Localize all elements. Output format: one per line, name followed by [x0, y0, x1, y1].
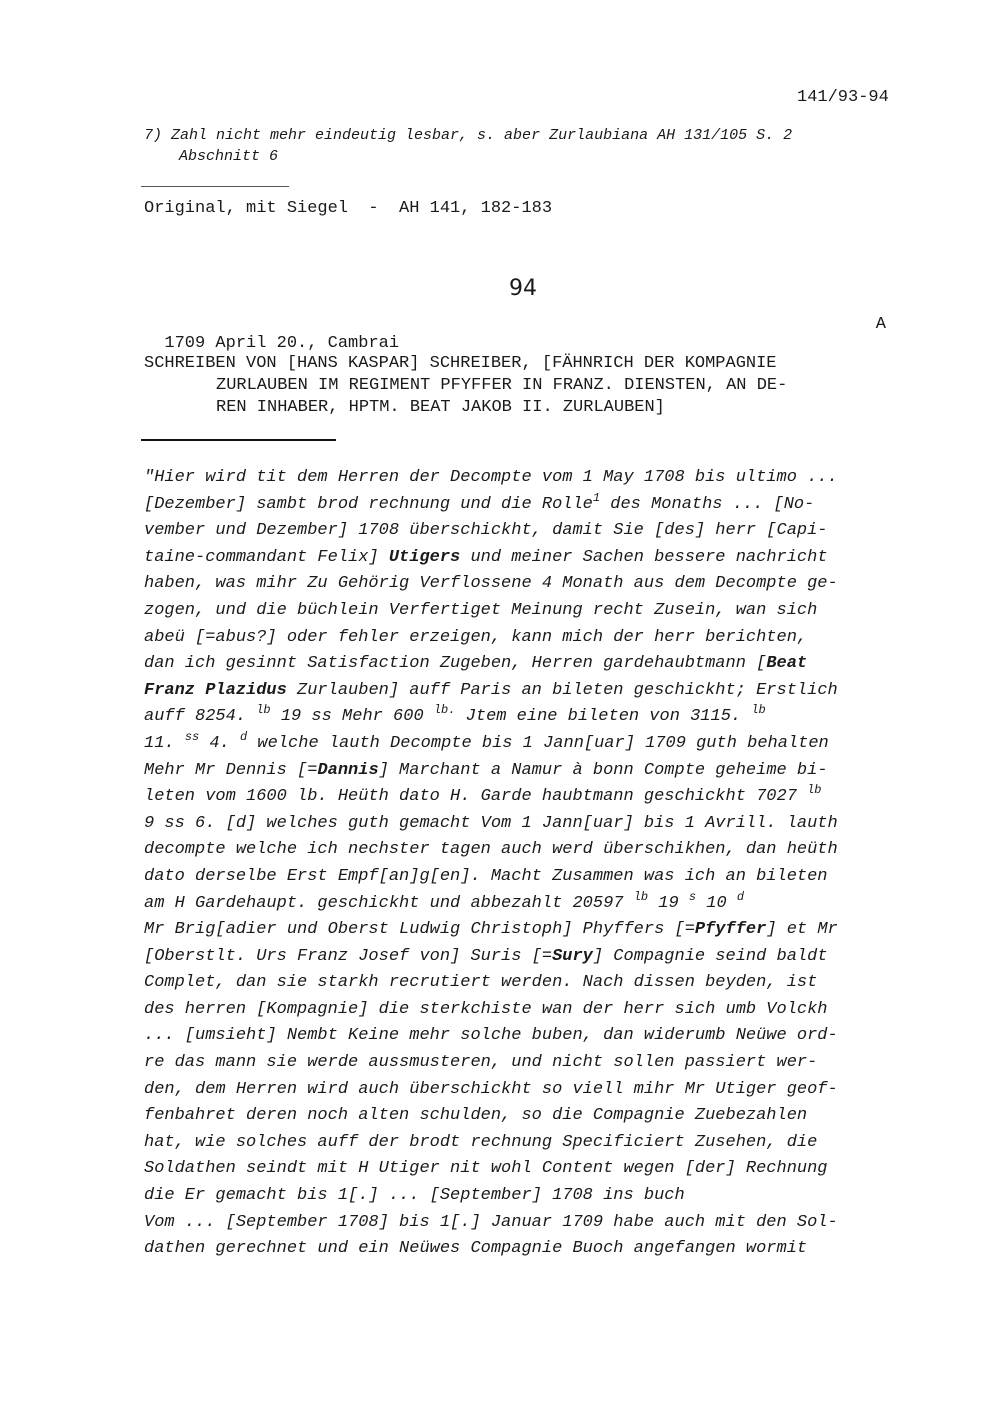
unit-superscript: lb — [633, 889, 649, 904]
footnote-divider — [141, 186, 289, 187]
text-run: Mehr Mr Dennis [= — [144, 760, 318, 780]
body-line: Complet, dan sie starkh recrutiert werden. Nach dissen beyden, ist — [144, 973, 818, 993]
body-line — [144, 891, 934, 918]
body-line — [144, 545, 934, 572]
text-run: welche lauth Decompte bis 1 Jann[uar] 1709 guth behalten — [247, 733, 829, 753]
person-name: Franz Plazidus — [144, 680, 287, 700]
text-run: taine-commandant Felix] — [144, 547, 389, 567]
letter-body — [144, 465, 934, 1263]
body-line — [144, 731, 934, 758]
text-run: [Oberstlt. Urs Franz Josef von] Suris [= — [144, 946, 553, 966]
heading-divider — [141, 439, 336, 441]
person-name: Dannis — [317, 760, 379, 780]
body-line — [144, 492, 934, 519]
unit-superscript: s — [688, 889, 697, 904]
body-line — [144, 758, 934, 785]
document-number: 94 — [509, 276, 537, 301]
body-line — [144, 651, 934, 678]
document-marker: A — [875, 315, 886, 334]
body-line — [144, 917, 934, 944]
text-run: leten vom 1600 lb. Heüth dato H. Garde haubtmann geschickht 7027 — [144, 787, 808, 807]
body-line: Vom ... [September 1708] bis 1[.] Januar 1709 habe auch mit den Sol- — [144, 1212, 838, 1232]
person-name: Pfyffer — [694, 920, 767, 940]
body-line: re das mann sie werde aussmusteren, und nicht sollen passiert wer- — [144, 1053, 818, 1073]
unit-superscript: lb — [751, 703, 766, 718]
document-heading — [144, 353, 904, 419]
text-run: auff 8254. — [144, 707, 257, 727]
heading-line: REN INHABER, HPTM. BEAT JAKOB II. ZURLAUBEN] — [216, 398, 665, 417]
body-line: ... [umsieht] Nembt Keine mehr solche buben, dan widerumb Neüwe ord- — [144, 1026, 838, 1046]
text-run: ] et Mr — [766, 920, 838, 940]
text-run: [Dezember] sambt brod rechnung und die Rolle — [144, 494, 593, 514]
text-run: 19 ss Mehr 600 — [270, 707, 434, 727]
body-line: den, dem Herren wird auch überschickht so viell mihr Mr Utiger geof- — [144, 1079, 838, 1099]
person-name: Utigers — [388, 547, 461, 567]
body-line — [144, 784, 934, 811]
unit-superscript: d — [736, 889, 745, 904]
source-note: Original, mit Siegel - AH 141, 182-183 — [144, 199, 553, 218]
body-line: dathen gerechnet und ein Neüwes Compagnie Buoch angefangen wormit — [144, 1239, 808, 1259]
text-run: und meiner Sachen bessere nachricht — [460, 547, 828, 567]
person-name: Sury — [552, 946, 593, 966]
body-line: fenbahret deren noch alten schulden, so die Compagnie Zuebezahlen — [144, 1106, 808, 1126]
body-line: die Er gemacht bis 1[.] ... [September] 1708 ins buch — [144, 1186, 685, 1206]
text-run: ] Marchant a Namur à bonn Compte geheime bi- — [378, 760, 828, 780]
unit-superscript: ss — [184, 729, 200, 744]
text-run: 11. — [144, 733, 185, 753]
unit-superscript: d — [240, 729, 248, 744]
unit-superscript: lb. — [433, 703, 456, 718]
body-line: 9 ss 6. [d] welches guth gemacht Vom 1 Jann[uar] bis 1 Avrill. lauth — [144, 813, 838, 833]
person-name: Beat — [766, 654, 808, 674]
body-line — [144, 678, 934, 705]
unit-superscript: lb — [256, 703, 271, 718]
text-run: Jtem eine bileten von 3115. — [455, 707, 752, 727]
body-line — [144, 944, 934, 971]
body-line: hat, wie solches auff der brodt rechnung Specificiert Zusehen, die — [144, 1132, 818, 1152]
text-run: dan ich gesinnt Satisfaction Zugeben, Herren gardehaubtmann [ — [144, 654, 767, 674]
text-run: des Monaths ... [No- — [600, 494, 815, 514]
footnote — [144, 125, 792, 167]
body-line: zogen, und die büchlein Verfertiget Meinung recht Zusein, wan sich — [144, 600, 818, 620]
text-run: Zurlauben] auff Paris an bileten geschickht; Erstlich — [286, 680, 838, 700]
body-line: des herren [Kompagnie] die sterkchiste wan der herr sich umb Volckh — [144, 999, 828, 1019]
footnote-ref: 1 — [592, 490, 601, 505]
text-run: Mr Brig[adier und Oberst Ludwig Christoph] Phyffers [= — [144, 920, 695, 940]
heading-line: SCHREIBEN VON [HANS KASPAR] SCHREIBER, [FÄHNRICH DER KOMPAGNIE — [144, 354, 777, 373]
page-number: 141/93-94 — [797, 88, 889, 107]
date-place: 1709 April 20., Cambrai — [164, 334, 400, 353]
body-line: vember und Dezember] 1708 überschickht, damit Sie [des] herr [Capi- — [144, 521, 828, 541]
text-run: 4. — [199, 733, 241, 753]
text-run: am H Gardehaupt. geschickht und abbezahlt 20597 — [144, 893, 634, 913]
footnote-line-continuation: Abschnitt 6 — [179, 148, 279, 165]
text-run: 19 — [648, 893, 689, 913]
footnote-line: 7) Zahl nicht mehr eindeutig lesbar, s. aber Zurlaubiana AH 131/105 S. 2 — [144, 127, 793, 144]
text-run: 10 — [696, 893, 737, 913]
body-line: decompte welche ich nechster tagen auch werd überschikhen, dan heüth — [144, 840, 838, 860]
body-line: "Hier wird tit dem Herren der Decompte vom 1 May 1708 bis ultimo ... — [144, 468, 838, 487]
body-line: dato derselbe Erst Empf[an]g[en]. Macht Zusammen was ich an bileten — [144, 866, 828, 886]
text-run: ] Compagnie seind baldt — [592, 946, 828, 966]
heading-line: ZURLAUBEN IM REGIMENT PFYFFER IN FRANZ. DIENSTEN, AN DE- — [216, 376, 788, 395]
body-line: Soldathen seindt mit H Utiger nit wohl Content wegen [der] Rechnung — [144, 1159, 828, 1179]
unit-superscript: lb — [807, 783, 822, 798]
body-line: haben, was mihr Zu Gehörig Verflossene 4 Monath aus dem Decompte ge- — [144, 574, 838, 594]
body-line: abeü [=abus?] oder fehler erzeigen, kann mich der herr berichten, — [144, 627, 808, 647]
body-line — [144, 704, 934, 731]
